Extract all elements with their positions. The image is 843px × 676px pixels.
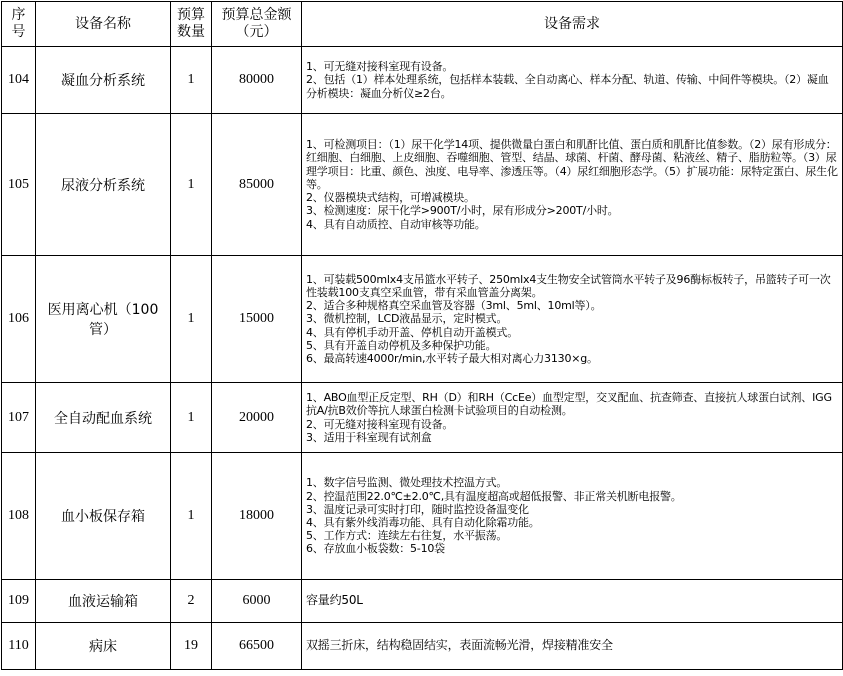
requirement-line: 3、检测速度：尿干化学>900T/小时，尿有形成分>200T/小时。 — [306, 204, 619, 218]
table-body — [2, 47, 843, 670]
budget-amount: 18000 — [212, 453, 302, 580]
budget-quantity: 1 — [171, 453, 212, 580]
budget-amount: 6000 — [212, 580, 302, 623]
requirement-line: 5、具有开盖自动停机及多种保护功能。 — [306, 338, 497, 352]
table-row — [2, 453, 843, 580]
budget-amount: 66500 — [212, 623, 302, 670]
header-amount: 预算总金额（元） — [212, 2, 302, 47]
budget-quantity: 19 — [171, 623, 212, 670]
row-number: 104 — [2, 47, 36, 114]
requirement-line: 2、包括（1）样本处理系统，包括样本装载、全自动离心、样本分配、轨道、传输、中间件等模块。（2）凝血分析模块：凝血分析仪≥2台。 — [306, 73, 829, 100]
requirement-line: 2、可无缝对接科室现有设备。 — [306, 417, 454, 431]
table-row — [2, 623, 843, 670]
row-number: 110 — [2, 623, 36, 670]
header-no: 序号 — [2, 2, 36, 47]
budget-quantity: 1 — [171, 114, 212, 256]
requirement-line: 1、可检测项目：（1）尿干化学14项、提供微量白蛋白和肌酐比值、蛋白质和肌酐比值参数。（2）尿有形成分：红细胞、白细胞、上皮细胞、吞噬细胞、管型、结晶、球菌、杆菌、酵母菌、粘液丝、精子、脂肪粒等。（3）尿理学项目：比重、颜色、浊度、电导率、渗透压等。（4）尿红细胞形态学。（5）扩展功能：尿特定蛋白、尿生化等。 — [306, 138, 838, 191]
equipment-requirements — [302, 453, 843, 580]
requirement-line: 1、ABO血型正反定型、RH（D）和RH（CcEe）血型定型，交叉配血、抗查筛查、直接抗人球蛋白试剂、IGG抗A/抗B效价等抗人球蛋白检测卡试验项目的自动检测。 — [306, 391, 832, 418]
requirement-line: 4、具有停机手动开盖、停机自动开盖模式。 — [306, 325, 518, 339]
requirement-line: 1、可装载500mlx4支吊篮水平转子、250mlx4支生物安全试管筒水平转子及96酶标板转子，吊篮转子可一次性装载100支真空采血管，带有采血管盖分离架。 — [306, 272, 831, 299]
requirement-line: 3、温度记录可实时打印，随时监控设备温变化 — [306, 502, 529, 516]
requirement-line: 4、具有自动质控、自动审核等功能。 — [306, 217, 486, 231]
requirement-line: 容量约50L — [306, 593, 363, 608]
budget-amount: 85000 — [212, 114, 302, 256]
requirement-line: 2、控温范围22.0℃±2.0℃,具有温度超高或超低报警、非正常关机断电报警。 — [306, 489, 682, 503]
equipment-requirements — [302, 47, 843, 114]
table-row — [2, 580, 843, 623]
budget-amount: 15000 — [212, 256, 302, 383]
header-requirements: 设备需求 — [302, 2, 843, 47]
requirement-line: 6、存放血小板袋数：5-10袋 — [306, 542, 445, 556]
equipment-budget-table — [1, 1, 843, 670]
budget-quantity: 2 — [171, 580, 212, 623]
row-number: 105 — [2, 114, 36, 256]
equipment-requirements — [302, 383, 843, 453]
requirement-line: 1、可无缝对接科室现有设备。 — [306, 60, 454, 74]
equipment-requirements — [302, 256, 843, 383]
header-row — [2, 2, 843, 47]
equipment-name: 尿液分析系统 — [36, 114, 171, 256]
row-number: 106 — [2, 256, 36, 383]
budget-quantity: 1 — [171, 47, 212, 114]
budget-amount: 80000 — [212, 47, 302, 114]
table-row — [2, 256, 843, 383]
equipment-name: 全自动配血系统 — [36, 383, 171, 453]
header-qty: 预算数量 — [171, 2, 212, 47]
row-number: 108 — [2, 453, 36, 580]
equipment-name: 血小板保存箱 — [36, 453, 171, 580]
row-number: 109 — [2, 580, 36, 623]
requirement-line: 双摇三折床，结构稳固结实，表面流畅光滑，焊接精准安全 — [306, 638, 613, 653]
requirement-line: 3、适用于科室现有试剂盒 — [306, 430, 432, 444]
budget-amount: 20000 — [212, 383, 302, 453]
requirement-line: 1、数字信号监测、微处理技术控温方式。 — [306, 476, 508, 490]
requirement-line: 6、最高转速4000r/min,水平转子最大相对离心力3130×g。 — [306, 352, 598, 365]
requirement-line: 2、仪器模块式结构，可增减模块。 — [306, 191, 475, 205]
budget-quantity: 1 — [171, 383, 212, 453]
table-row — [2, 114, 843, 256]
equipment-requirements — [302, 580, 843, 623]
equipment-name: 医用离心机（100管） — [36, 256, 171, 383]
budget-quantity: 1 — [171, 256, 212, 383]
requirement-line: 5、工作方式：连续左右往复，水平振荡。 — [306, 529, 508, 543]
requirement-line: 2、适合多种规格真空采血管及容器（3ml、5ml、10ml等）。 — [306, 299, 602, 313]
equipment-name: 血液运输箱 — [36, 580, 171, 623]
table-row — [2, 47, 843, 114]
equipment-requirements — [302, 623, 843, 670]
header-name: 设备名称 — [36, 2, 171, 47]
row-number: 107 — [2, 383, 36, 453]
table-row — [2, 383, 843, 453]
equipment-requirements — [302, 114, 843, 256]
requirement-line: 3、微机控制，LCD液晶显示，定时模式。 — [306, 312, 508, 326]
equipment-name: 病床 — [36, 623, 171, 670]
requirement-line: 4、具有紫外线消毒功能、具有自动化除霜功能。 — [306, 516, 540, 529]
equipment-name: 凝血分析系统 — [36, 47, 171, 114]
